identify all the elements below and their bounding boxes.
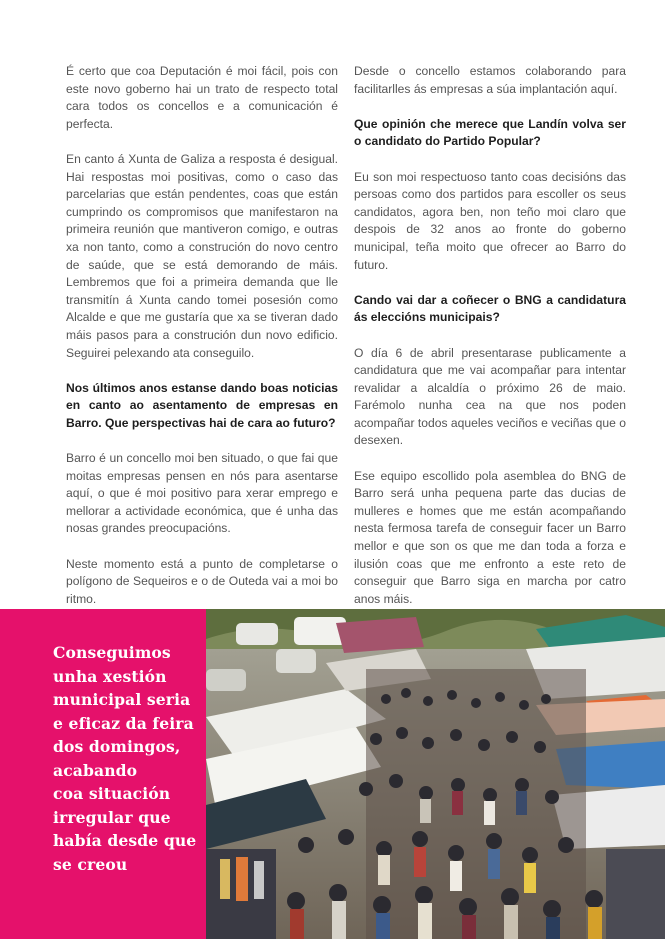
pull-quote-line: coa situación [53,784,171,803]
paragraph: Eu son moi respectuoso tanto coas decisións das persoas como dos partidos para escoller os seus candidatos, agora ben, non teño moi claro que despois de 32 anos ao fronte do goberno municipal, teña moito que ofrecer ao Barro do futuro. [354,169,626,272]
interview-question: Nos últimos anos estanse dando boas noticias en canto ao asentamento de empresas en Barro. Que perspectivas hai de cara ao futuro? [66,380,338,430]
market-awning-pink [336,617,424,653]
pull-quote-line: acabando [53,760,138,780]
pull-quote [53,641,203,876]
interview-question: Cando vai dar a coñecer o BNG a candidatura ás eleccións municipais? [354,292,626,325]
pull-quote-line: dos domingos, [53,737,181,756]
pull-quote-line: irregular que [53,807,171,827]
parked-car [236,623,278,645]
market-photo-illustration [206,609,665,939]
pull-quote-line: había desde que [53,831,197,850]
pull-quote-line: Conseguimos [53,643,171,662]
paragraph: É certo que coa Deputación é moi fácil, pois con este novo goberno hai un trato de respecto total cara todos os concellos e a comunicación é perfecta. [66,64,338,131]
paragraph: Ese equipo escollido pola asemblea do BNG de Barro será unha pequena parte das ducias de mulleres e homes que me están acompañando nesta fermosa tarefa de conseguir facer un Barro mellor e que son os que me dan toda a forza e ilusión coas que me enfronto a este reto de conseguir que Barro siga en marcha por catro anos máis. [354,468,626,606]
parked-car [276,649,316,673]
right-column [354,63,626,626]
paragraph: Barro é un concello moi ben situado, o que fai que moitas empresas pensen en nós para asentarse aquí, o que é moi positivo para xerar emprego e mellorar a actividade económica, que é unha das nosas grandes preocupacións. [66,451,338,536]
pull-quote-line: e eficaz da feira [53,713,194,733]
paragraph: En canto á Xunta de Galiza a resposta é desigual. Hai respostas moi positivas, como o caso das parcelarias que están pendentes, coas que están cumprindo os compromisos que manifestaron na primeira reunión que mantiveron comigo, e outras xa non tanto, como a construción do novo centro de saúde, que se está demorando de máis. Lembremos que foi a primeira demanda que lle transmitín á Xunta cando tomei posesión como Alcalde e que me gustaría que xa se tiveran dado máis pasos para a construción dun novo edificio. Seguirei pelexando ata conseguilo. [66,151,338,360]
paragraph: Neste momento está a punto de completarse o polígono de Sequeiros e o de Outeda vai a moi bo ritmo. [66,556,338,606]
feature-band [0,609,665,939]
parked-car [206,669,246,691]
interview-question: Que opinión che merece que Landín volva ser o candidato do Partido Popular? [354,116,626,149]
pull-quote-box [0,609,206,939]
left-column [66,63,338,626]
pull-quote-line: municipal seria [53,690,191,709]
paragraph: Desde o concello estamos colaborando para facilitarlles ás empresas a súa implantación aquí. [354,64,626,96]
pull-quote-line: se creou [53,854,128,874]
pull-quote-line: unha xestión [53,666,167,686]
paragraph: O día 6 de abril presentarase publicamente a candidatura que me vai acompañar para intentar revalidar a alcaldía o próximo 26 de maio. Farémolo nunha cea na que nos poden acompañar todos aqueles veciños e veciñas que o desexen. [354,345,626,448]
market-crowd-photo [206,609,665,939]
